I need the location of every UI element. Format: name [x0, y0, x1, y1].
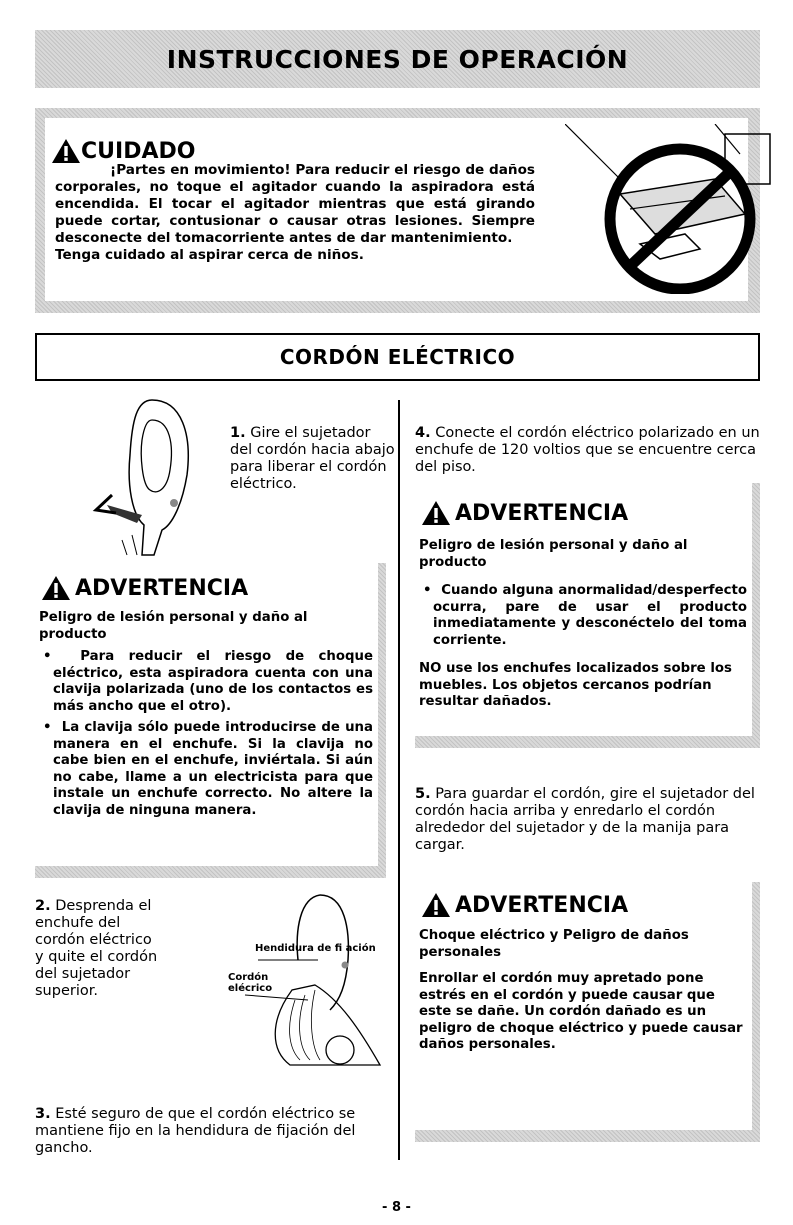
step-4-number: 4. — [415, 425, 431, 441]
warning-bullet-2: • La clavija sólo puede introducirse de una manera en el enchufe. Si la clavija no cabe bien en el enchufe, inviértala. Si aún no cabe, llame a un electricista para que instale un enchufe correcto. No altere la clavija de ninguna manera. — [43, 720, 373, 818]
caution-text — [55, 162, 535, 264]
warning-triangle-icon — [51, 138, 81, 164]
warning-heading — [421, 892, 628, 918]
no-touch-agitator-icon — [565, 124, 775, 294]
warning-paragraph: Enrollar el cordón muy apretado pone estrés en el cordón y puede causar que este se dañe. Un cordón dañado es un peligro de choque eléctrico y puede causar daños personales. — [419, 971, 743, 1052]
header-band — [35, 30, 760, 88]
warning-bullet-1: • Para reducir el riesgo de choque eléctrico, esta aspiradora cuenta con una clavija polarizada (uno de los contactos es más ancho que el otro). — [43, 649, 373, 714]
warning-triangle-icon — [421, 500, 451, 526]
step-2-text: Desprenda el enchufe del cordón eléctrico y quite el cordón del sujetador superior. — [35, 898, 158, 999]
column-divider — [398, 400, 400, 1160]
step-5-number: 5. — [415, 786, 431, 802]
warning-body — [419, 538, 747, 711]
cord-callout: Cordón elécrico — [228, 972, 273, 994]
step-1 — [230, 425, 395, 493]
slot-callout: Hendidura de fi ación — [255, 943, 376, 954]
caution-children-note: Tenga cuidado al aspirar cerca de niños. — [55, 247, 364, 263]
step-3 — [35, 1106, 385, 1157]
section-title: CORDÓN ELÉCTRICO — [279, 345, 516, 369]
warning-label: ADVERTENCIA — [455, 500, 629, 526]
step-5-text: Para guardar el cordón, gire el sujetador del cordón hacia arriba y enredarlo el cordón alrededor del sujetador y de la manija para cargar. — [415, 786, 755, 853]
step-1-number: 1. — [230, 425, 246, 441]
warning-heading — [421, 500, 628, 526]
warning-label: ADVERTENCIA — [75, 575, 249, 601]
warning-bullet-1: • Cuando alguna anormalidad/desperfecto ocurra, pare de usar el producto inmediatamente y desconéctelo del toma corriente. — [423, 583, 747, 648]
step-4-text: Conecte el cordón eléctrico polarizado en un enchufe de 120 voltios que se encuentre cerca del piso. — [415, 425, 760, 475]
step-4 — [415, 425, 760, 476]
warning-subtitle: Peligro de lesión personal y daño al producto — [39, 610, 308, 642]
warning-triangle-icon — [421, 892, 451, 918]
cord-hook-illustration — [82, 395, 232, 560]
warning-box-polarized-plug — [35, 563, 386, 878]
warning-box-cord-wrap — [415, 882, 760, 1142]
warning-heading — [41, 575, 248, 601]
warning-subtitle: Peligro de lesión personal y daño al producto — [419, 538, 688, 570]
warning-body — [39, 610, 373, 819]
warning-triangle-icon — [41, 575, 71, 601]
caution-label: CUIDADO — [81, 138, 196, 164]
caution-heading — [51, 138, 195, 164]
step-1-text: Gire el sujetador del cordón hacia abajo para liberar el cordón eléctrico. — [230, 425, 395, 492]
caution-panel — [45, 118, 748, 301]
warning-note: NO use los enchufes localizados sobre los muebles. Los objetos cercanos podrían resultar dañados. — [419, 661, 732, 709]
warning-subtitle: Choque eléctrico y Peligro de daños personales — [419, 928, 689, 960]
page-number: - 8 - — [382, 1200, 411, 1215]
step-2 — [35, 898, 160, 1000]
caution-box — [35, 108, 760, 313]
section-header — [35, 333, 760, 381]
warning-body — [419, 928, 747, 1054]
step-3-number: 3. — [35, 1106, 51, 1122]
step-5 — [415, 786, 755, 854]
step-2-number: 2. — [35, 898, 51, 914]
caution-paragraph: ¡Partes en movimiento! Para reducir el riesgo de daños corporales, no toque el agitador cuando la aspiradora está encendida. El tocar el agitador mientras que está girando puede cortar, contusionar o causar otras lesiones. Siempre desconecte del tomacorriente antes de dar mantenimiento. — [55, 162, 536, 246]
step-3-text: Esté seguro de que el cordón eléctrico se mantiene fijo en la hendidura de fijación del gancho. — [35, 1106, 356, 1156]
warning-label: ADVERTENCIA — [455, 892, 629, 918]
page-heading: INSTRUCCIONES DE OPERACIÓN — [166, 44, 629, 74]
warning-box-malfunction — [415, 483, 760, 748]
